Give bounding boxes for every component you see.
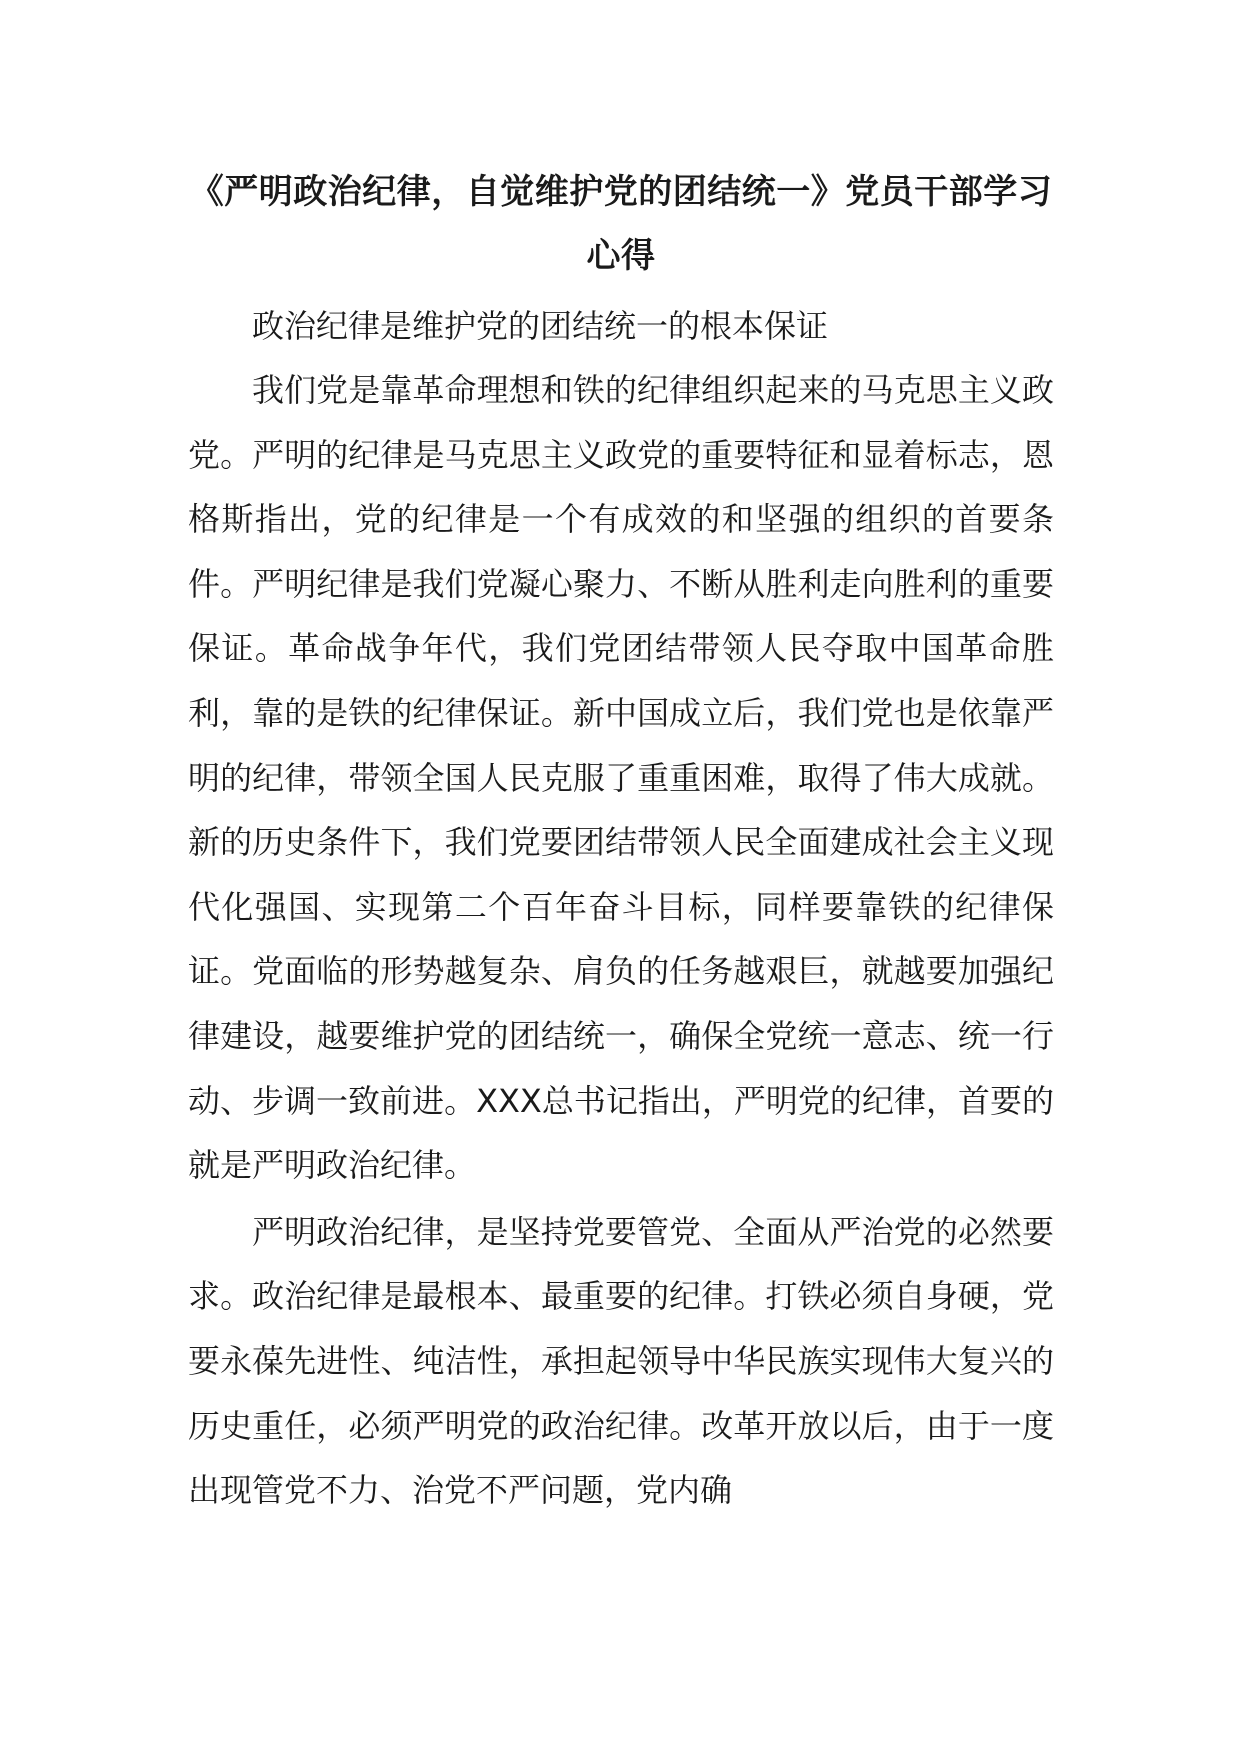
- body-paragraph-2: 严明政治纪律，是坚持党要管党、全面从严治党的必然要求。政治纪律是最根本、最重要的纪律。打铁必须自身硬，党要永葆先进性、纯洁性，承担起领导中华民族实现伟大复兴的历史重任，必须严明党的政治纪律。改革开放以后，由于一度出现管党不力、治党不严问题，党内确: [188, 1212, 1054, 1510]
- document-title: 《严明政治纪律，自觉维护党的团结统一》党员干部学习心得: [189, 172, 1053, 276]
- document-page: [188, 160, 1054, 1525]
- body-paragraph-1: 我们党是靠革命理想和铁的纪律组织起来的马克思主义政党。严明的纪律是马克思主义政党的重要特征和显着标志，恩格斯指出，党的纪律是一个有成效的和坚强的组织的首要条件。严明纪律是我们党凝心聚力、不断从胜利走向胜利的重要保证。革命战争年代，我们党团结带领人民夺取中国革命胜利，靠的是铁的纪律保证。新中国成立后，我们党也是依靠严明的纪律，带领全国人民克服了重重困难，取得了伟大成就。新的历史条件下，我们党要团结带领人民全面建成社会主义现代化强国、实现第二个百年奋斗目标，同样要靠铁的纪律保证。党面临的形势越复杂、肩负的任务越艰巨，就越要加强纪律建设，越要维护党的团结统一，确保全党统一意志、统一行动、步调一致前进。XXX总书记指出，严明党的纪律，首要的就是严明政治纪律。: [188, 371, 1054, 1185]
- section-heading: 政治纪律是维护党的团结统一的根本保证: [252, 307, 829, 345]
